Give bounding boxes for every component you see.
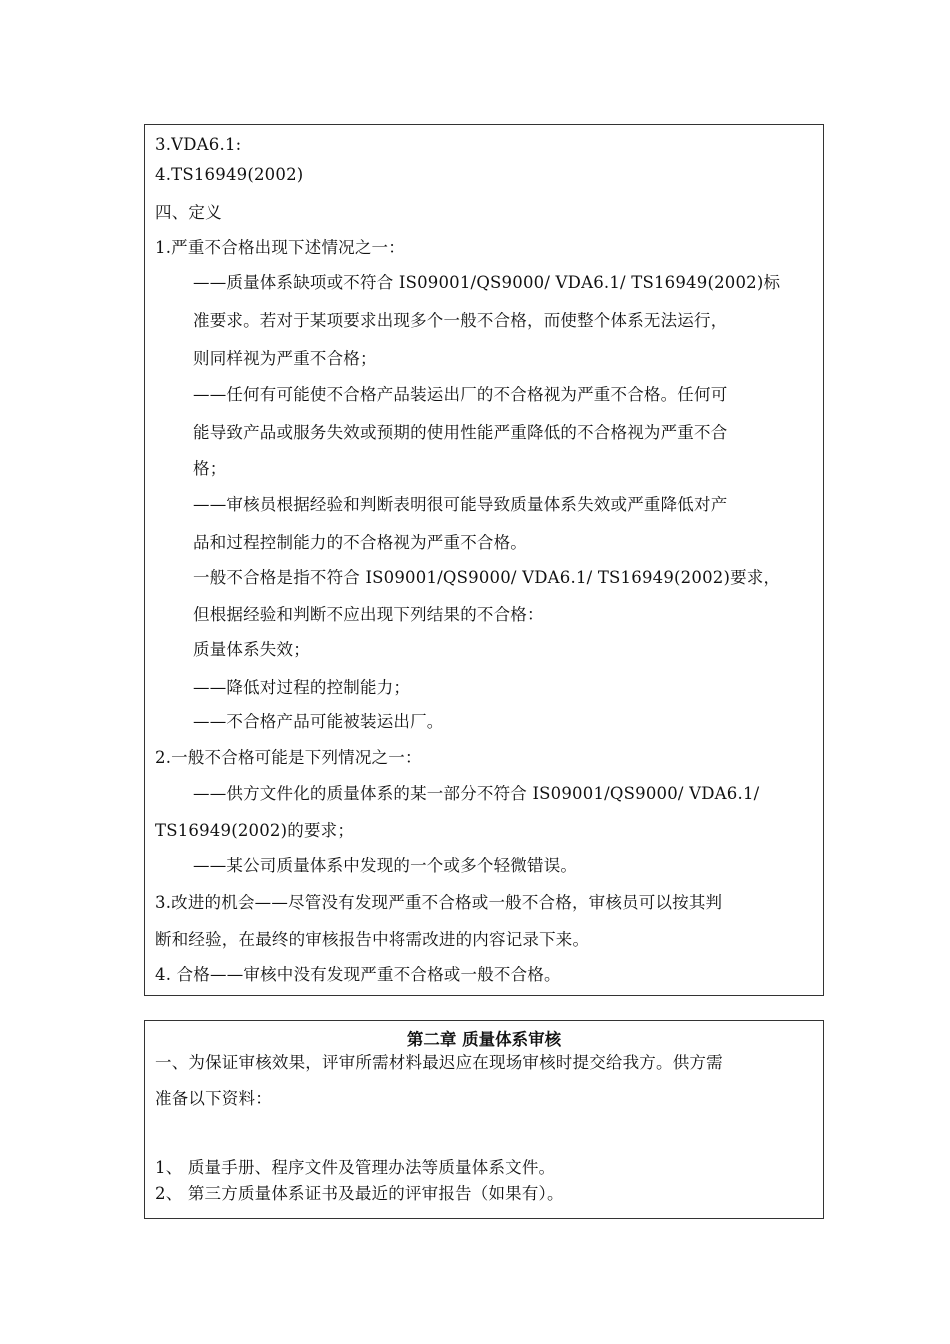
text-line: 3.VDA6.1: bbox=[155, 135, 242, 154]
list-item: 1、 质量手册、程序文件及管理办法等质量体系文件。 bbox=[155, 1158, 556, 1177]
text-line: ——质量体系缺项或不符合 IS09001/QS9000/ VDA6.1/ TS16949(2002)标 bbox=[193, 273, 781, 292]
text-line: 4.TS16949(2002) bbox=[155, 165, 304, 184]
text-line: 质量体系失效； bbox=[193, 640, 310, 659]
text-line: ——不合格产品可能被装运出厂。 bbox=[193, 712, 444, 731]
chapter-title: 第二章 质量体系审核 bbox=[406, 1030, 562, 1049]
text-line: ——某公司质量体系中发现的一个或多个轻微错误。 bbox=[193, 856, 578, 875]
text-line: 能导致产品或服务失效或预期的使用性能严重降低的不合格视为严重不合 bbox=[193, 423, 728, 442]
text-line: 3.改进的机会——尽管没有发现严重不合格或一般不合格，审核员可以按其判 bbox=[155, 893, 723, 912]
text-line: ——审核员根据经验和判断表明很可能导致质量体系失效或严重降低对产 bbox=[193, 495, 728, 514]
text-line: 则同样视为严重不合格； bbox=[193, 349, 377, 368]
text-line: 一般不合格是指不符合 IS09001/QS9000/ VDA6.1/ TS16949(2002)要求， bbox=[193, 568, 781, 587]
text-line: ——降低对过程的控制能力； bbox=[193, 678, 411, 697]
text-line: 1.严重不合格出现下述情况之一： bbox=[155, 238, 405, 257]
text-line: 4. 合格——审核中没有发现严重不合格或一般不合格。 bbox=[155, 965, 561, 984]
text-line: 格； bbox=[193, 459, 227, 478]
text-line: 准要求。若对于某项要求出现多个一般不合格，而使整个体系无法运行， bbox=[193, 311, 728, 330]
chapter-two-section bbox=[144, 1020, 824, 1219]
section-heading: 四、定义 bbox=[155, 203, 222, 222]
definitions-section bbox=[144, 124, 824, 996]
text-line: TS16949(2002)的要求； bbox=[155, 821, 355, 840]
list-item: 2、 第三方质量体系证书及最近的评审报告（如果有）。 bbox=[155, 1184, 564, 1203]
text-line: ——任何有可能使不合格产品装运出厂的不合格视为严重不合格。任何可 bbox=[193, 385, 728, 404]
intro-line: 准备以下资料： bbox=[155, 1089, 272, 1108]
text-line: 但根据经验和判断不应出现下列结果的不合格： bbox=[193, 605, 544, 624]
text-line: 2.一般不合格可能是下列情况之一： bbox=[155, 748, 422, 767]
intro-line: 一、为保证审核效果，评审所需材料最迟应在现场审核时提交给我方。供方需 bbox=[155, 1053, 723, 1072]
text-line: 品和过程控制能力的不合格视为严重不合格。 bbox=[193, 533, 527, 552]
text-line: ——供方文件化的质量体系的某一部分不符合 IS09001/QS9000/ VDA6.1/ bbox=[193, 784, 760, 803]
text-line: 断和经验，在最终的审核报告中将需改进的内容记录下来。 bbox=[155, 930, 590, 949]
